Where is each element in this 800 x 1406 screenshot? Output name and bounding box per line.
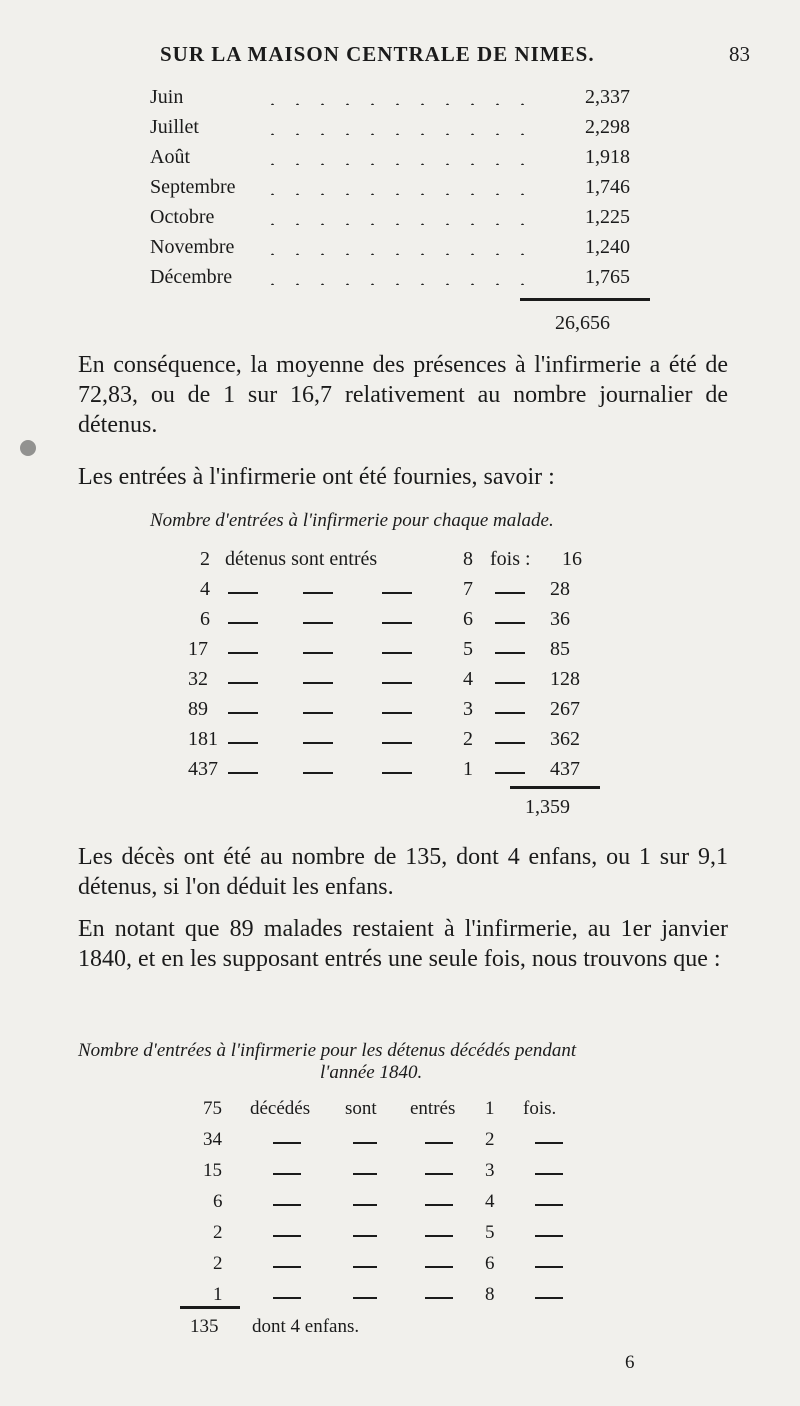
table-row: 6 6 36: [200, 608, 570, 630]
signature-mark: 6: [625, 1352, 635, 1373]
table-row: 89 3 267: [188, 698, 580, 720]
table-row: 1 8: [185, 1284, 605, 1315]
list-item: Août 1,918: [150, 146, 630, 168]
deaths-table: [185, 1098, 605, 1315]
list-item: Juin 2,337: [150, 86, 630, 108]
sum-rule: [520, 298, 650, 301]
table-caption: Nombre d'entrées à l'infirmerie pour chaque malade.: [150, 510, 554, 531]
list-item: Septembre 1,746: [150, 176, 630, 198]
page-number: 83: [729, 42, 750, 66]
table-row: 2 6: [185, 1253, 605, 1284]
table-row: 2 détenus sont entrés 8 fois : 16: [200, 548, 582, 570]
ink-smudge: [20, 440, 36, 456]
table-row: 32 4 128: [188, 668, 580, 690]
table-row: 6 4: [185, 1191, 605, 1222]
paragraph: En conséquence, la moyenne des présences à l'infirmerie a été de 72,83, ou de 1 sur 16,7 relativement au nombre journalier de détenus.: [78, 352, 728, 438]
paragraph: En notant que 89 malades restaient à l'infirmerie, au 1er janvier 1840, et en les supposant entrés une seule fois, nous trouvons que :: [78, 916, 728, 972]
table-caption: l'année 1840.: [320, 1062, 423, 1083]
list-item: Juillet 2,298: [150, 116, 630, 138]
table-row: 17 5 85: [188, 638, 570, 660]
table-row: 181 2 362: [188, 728, 580, 750]
table-row: 4 7 28: [200, 578, 570, 600]
entries-table: [150, 548, 630, 788]
table-row: 75 décédés sont entrés 1 fois.: [203, 1098, 557, 1119]
entries-total: 1,359: [525, 796, 570, 818]
list-item: Novembre 1,240: [150, 236, 630, 258]
monthly-totals-list: [150, 86, 630, 296]
deaths-total-note: dont 4 enfans.: [252, 1316, 360, 1337]
deaths-total: 135: [190, 1316, 219, 1337]
sum-rule: [510, 786, 600, 789]
table-row: 437 1 437: [188, 758, 580, 780]
months-total: 26,656: [555, 312, 610, 334]
table-caption: Nombre d'entrées à l'infirmerie pour les détenus décédés pendant: [78, 1040, 577, 1061]
running-title: SUR LA MAISON CENTRALE DE NIMES.: [160, 42, 595, 66]
sum-rule: [180, 1306, 240, 1309]
list-item: Décembre 1,765: [150, 266, 630, 288]
list-item: Octobre 1,225: [150, 206, 630, 228]
paragraph: Les décès ont été au nombre de 135, dont 4 enfans, ou 1 sur 9,1 détenus, si l'on déduit les enfans.: [78, 844, 728, 900]
table-row: 34 2: [185, 1129, 605, 1160]
paragraph: Les entrées à l'infirmerie ont été fournies, savoir :: [78, 464, 555, 490]
table-row: 2 5: [185, 1222, 605, 1253]
page-header: [150, 42, 750, 72]
table-row: 15 3: [185, 1160, 605, 1191]
